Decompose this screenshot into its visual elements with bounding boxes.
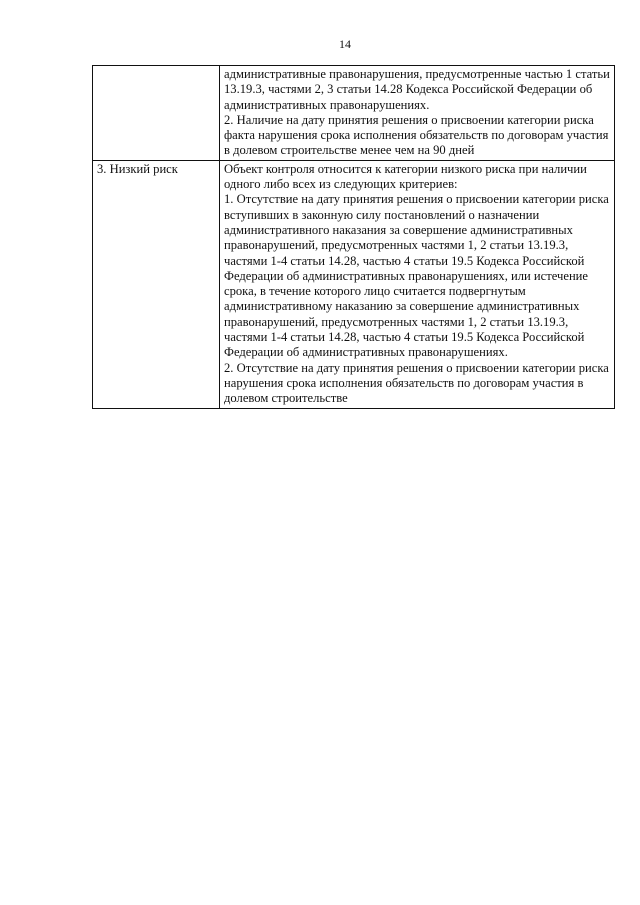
table-row-continuation (93, 66, 615, 161)
risk-criteria-table (92, 65, 615, 409)
criteria-paragraph: 2. Отсутствие на дату принятия решения о присвоении категории риска нарушения срока исполнения обязательств по договорам участия в долевом строительстве (224, 360, 609, 406)
criteria-cell (220, 66, 615, 161)
criteria-paragraph: Объект контроля относится к категории низкого риска при наличии одного либо всех из следующих критериев: (224, 161, 587, 192)
criteria-cell (220, 160, 615, 408)
criteria-paragraph: административные правонарушения, предусмотренные частью 1 статьи 13.19.3, частями 2, 3 статьи 14.28 Кодекса Российской Федерации об административных правонарушениях. (224, 67, 610, 112)
criteria-paragraph: 2. Наличие на дату принятия решения о присвоении категории риска факта нарушения срока исполнения обязательств по договорам участия в долевом строительстве менее чем на 90 дней (224, 112, 609, 158)
table-row-low-risk (93, 160, 615, 408)
risk-category-cell: 3. Низкий риск (93, 160, 220, 408)
page-number: 14 (339, 37, 351, 51)
criteria-paragraph: 1. Отсутствие на дату принятия решения о присвоении категории риска вступивших в законную силу постановлений о назначении административного наказания за совершение административных правонарушений, предусмотренных частями 1, 2 статьи 13.19.3, частями 1-4 статьи 14.28, частью 4 статьи 19.5 Кодекса Российской Федерации об административных правонарушениях, или истечение срока, в течение которого лицо считается подвергнутым административному наказанию за совершение административных правонарушений, предусмотренных частями 1, 2 статьи 13.19.3, частями 1-4 статьи 14.28, частью 4 статьи 19.5 Кодекса Российской Федерации об административных правонарушениях. (224, 192, 609, 360)
risk-category-cell (93, 66, 220, 161)
